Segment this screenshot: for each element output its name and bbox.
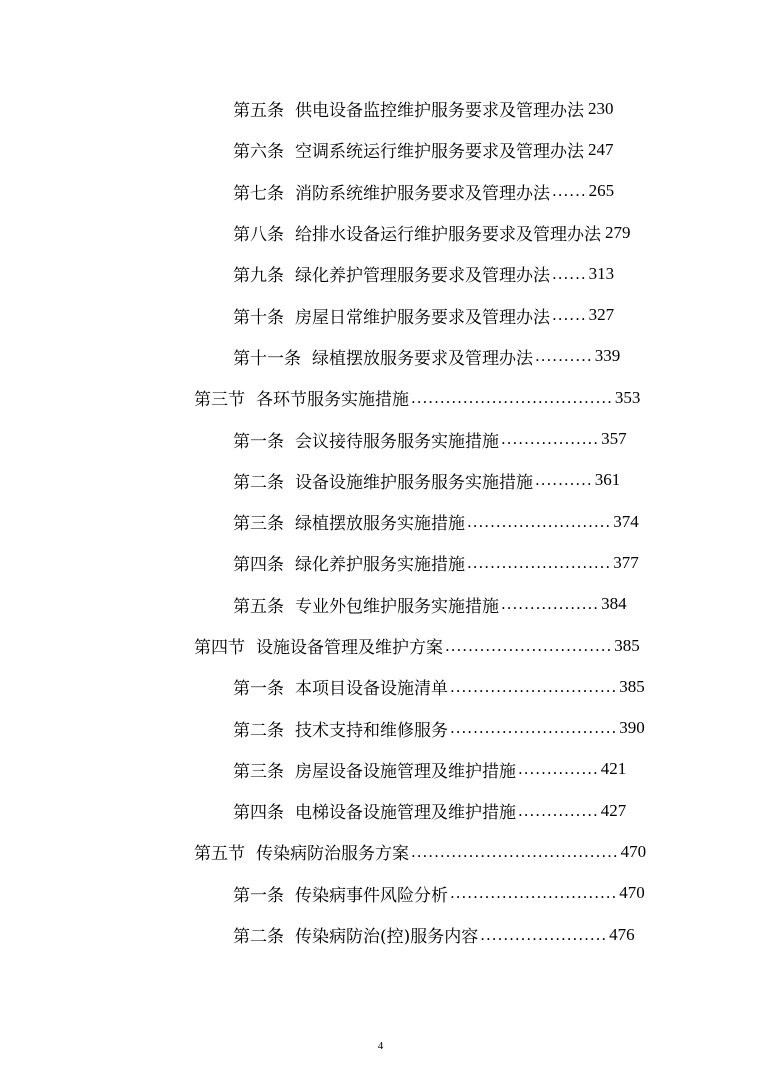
- toc-dot-leader: ..............: [518, 801, 599, 820]
- toc-dot-leader: .............................: [450, 719, 618, 738]
- toc-article-entry[interactable]: [0, 336, 761, 377]
- toc-dot-leader: .............................: [445, 636, 613, 655]
- toc-entry-label: 第九条: [233, 266, 284, 287]
- toc-article-entry[interactable]: [0, 873, 761, 914]
- toc-dot-leader: .................: [501, 595, 600, 614]
- toc-entry-label: 第十条: [233, 307, 284, 328]
- toc-entry-label: 第四条: [233, 803, 284, 824]
- toc-entry-title: 电梯设备设施管理及维护措施: [295, 803, 516, 824]
- toc-dot-leader: .........................: [467, 512, 612, 531]
- toc-entry-label: 第三条: [233, 761, 284, 782]
- toc-entry-label: 第一条: [233, 885, 284, 906]
- toc-article-entry[interactable]: [0, 171, 761, 212]
- toc-page-number: 327: [588, 305, 615, 325]
- toc-dot-leader: .............................: [450, 677, 618, 696]
- toc-entry-label: 第十一条: [233, 348, 301, 369]
- toc-entry-title: 给排水设备运行维护服务要求及管理办法: [295, 225, 601, 246]
- toc-entry-title: 房屋设备设施管理及维护措施: [295, 761, 516, 782]
- toc-dot-leader: ..........: [535, 471, 593, 490]
- toc-dot-leader: ..........: [535, 347, 593, 366]
- toc-entry-title: 设备设施维护服务服务实施措施: [295, 472, 533, 493]
- toc-entry-title: 房屋日常维护服务要求及管理办法: [295, 307, 550, 328]
- toc-dot-leader: ......: [552, 182, 587, 201]
- toc-page-number: 390: [619, 718, 645, 738]
- toc-page-number: 384: [601, 594, 627, 614]
- toc-section-entry[interactable]: [0, 625, 761, 666]
- toc-article-entry[interactable]: [0, 418, 761, 459]
- toc-entry-title: 绿植摆放服务实施措施: [295, 514, 465, 535]
- toc-dot-leader: ....................................: [411, 842, 619, 861]
- toc-dot-leader: .................: [501, 430, 600, 449]
- toc-entry-label: 第一条: [233, 431, 284, 452]
- toc-entry-label: 第五节: [194, 844, 245, 865]
- toc-article-entry[interactable]: [0, 790, 761, 831]
- toc-section-entry[interactable]: [0, 377, 761, 418]
- toc-entry-title: 消防系统维护服务要求及管理办法: [295, 183, 550, 204]
- toc-article-entry[interactable]: [0, 253, 761, 294]
- page-number: 4: [377, 1040, 384, 1052]
- toc-page-number: 470: [619, 883, 645, 903]
- toc-entry-label: 第二条: [233, 720, 284, 741]
- toc-entry-title: 传染病防治服务方案: [256, 844, 409, 865]
- toc-entry-title: 绿化养护服务实施措施: [295, 555, 465, 576]
- toc-article-entry[interactable]: [0, 129, 761, 170]
- toc-dot-leader: ......: [552, 264, 587, 283]
- toc-entry-title: 绿植摆放服务要求及管理办法: [312, 348, 533, 369]
- toc-entry-title: 各环节服务实施措施: [256, 390, 409, 411]
- toc-article-entry[interactable]: [0, 914, 761, 955]
- toc-entry-title: 专业外包维护服务实施措施: [295, 596, 499, 617]
- toc-entry-label: 第六条: [233, 142, 284, 163]
- toc-page-number: 377: [613, 552, 639, 572]
- toc-entry-label: 第一条: [233, 679, 284, 700]
- toc-page-number: 361: [594, 470, 621, 490]
- toc-page-number: 353: [614, 387, 641, 407]
- toc-entry-title: 供电设备监控维护服务要求及管理办法: [295, 101, 584, 122]
- toc-article-entry[interactable]: [0, 542, 761, 583]
- table-of-contents: [0, 88, 761, 955]
- toc-page-number: 230: [588, 98, 614, 118]
- toc-page-number: 427: [600, 800, 627, 820]
- toc-entry-label: 第四条: [233, 555, 284, 576]
- toc-entry-label: 第三节: [194, 390, 245, 411]
- toc-page-number: 374: [613, 511, 639, 531]
- toc-article-entry[interactable]: [0, 294, 761, 335]
- toc-section-entry[interactable]: [0, 831, 761, 872]
- toc-article-entry[interactable]: [0, 666, 761, 707]
- toc-entry-title: 设施设备管理及维护方案: [256, 638, 443, 658]
- toc-entry-label: 第五条: [233, 101, 284, 122]
- toc-entry-label: 第四节: [194, 638, 245, 658]
- toc-page-number: 339: [594, 346, 621, 366]
- toc-article-entry[interactable]: [0, 749, 761, 790]
- toc-entry-title: 空调系统运行维护服务要求及管理办法: [295, 142, 584, 163]
- toc-page-number: 421: [600, 759, 627, 779]
- toc-article-entry[interactable]: [0, 460, 761, 501]
- toc-page-number: 265: [588, 181, 615, 201]
- toc-entry-title: 绿化养护管理服务要求及管理办法: [295, 266, 550, 287]
- toc-entry-label: 第八条: [233, 225, 284, 246]
- toc-page-number: 279: [605, 222, 631, 242]
- toc-page-number: 313: [588, 263, 615, 283]
- toc-entry-title: 本项目设备设施清单: [295, 679, 448, 700]
- toc-dot-leader: ..............: [518, 760, 599, 779]
- toc-page-number: 385: [619, 676, 645, 696]
- toc-entry-title: 传染病防治(控)服务内容: [295, 927, 479, 948]
- toc-entry-label: 第二条: [233, 472, 284, 493]
- toc-page-number: 476: [609, 924, 635, 944]
- toc-page-number: 470: [620, 841, 647, 861]
- toc-entry-label: 第三条: [233, 514, 284, 535]
- toc-article-entry[interactable]: [0, 212, 761, 253]
- toc-page-number: 385: [614, 635, 640, 655]
- toc-entry-label: 第二条: [233, 927, 284, 948]
- toc-entry-title: 技术支持和维修服务: [295, 720, 448, 741]
- toc-article-entry[interactable]: [0, 707, 761, 748]
- toc-article-entry[interactable]: [0, 88, 761, 129]
- toc-article-entry[interactable]: [0, 584, 761, 625]
- toc-dot-leader: ......: [552, 306, 587, 325]
- toc-entry-label: 第七条: [233, 183, 284, 204]
- toc-dot-leader: .............................: [450, 884, 618, 903]
- toc-page-number: 247: [588, 139, 614, 159]
- toc-article-entry[interactable]: [0, 501, 761, 542]
- toc-page-number: 357: [601, 429, 627, 449]
- toc-dot-leader: ...................................: [411, 388, 613, 407]
- toc-entry-title: 传染病事件风险分析: [295, 885, 448, 906]
- toc-dot-leader: ......................: [480, 925, 608, 944]
- toc-entry-title: 会议接待服务服务实施措施: [295, 431, 499, 452]
- toc-entry-label: 第五条: [233, 596, 284, 617]
- toc-dot-leader: .........................: [467, 553, 612, 572]
